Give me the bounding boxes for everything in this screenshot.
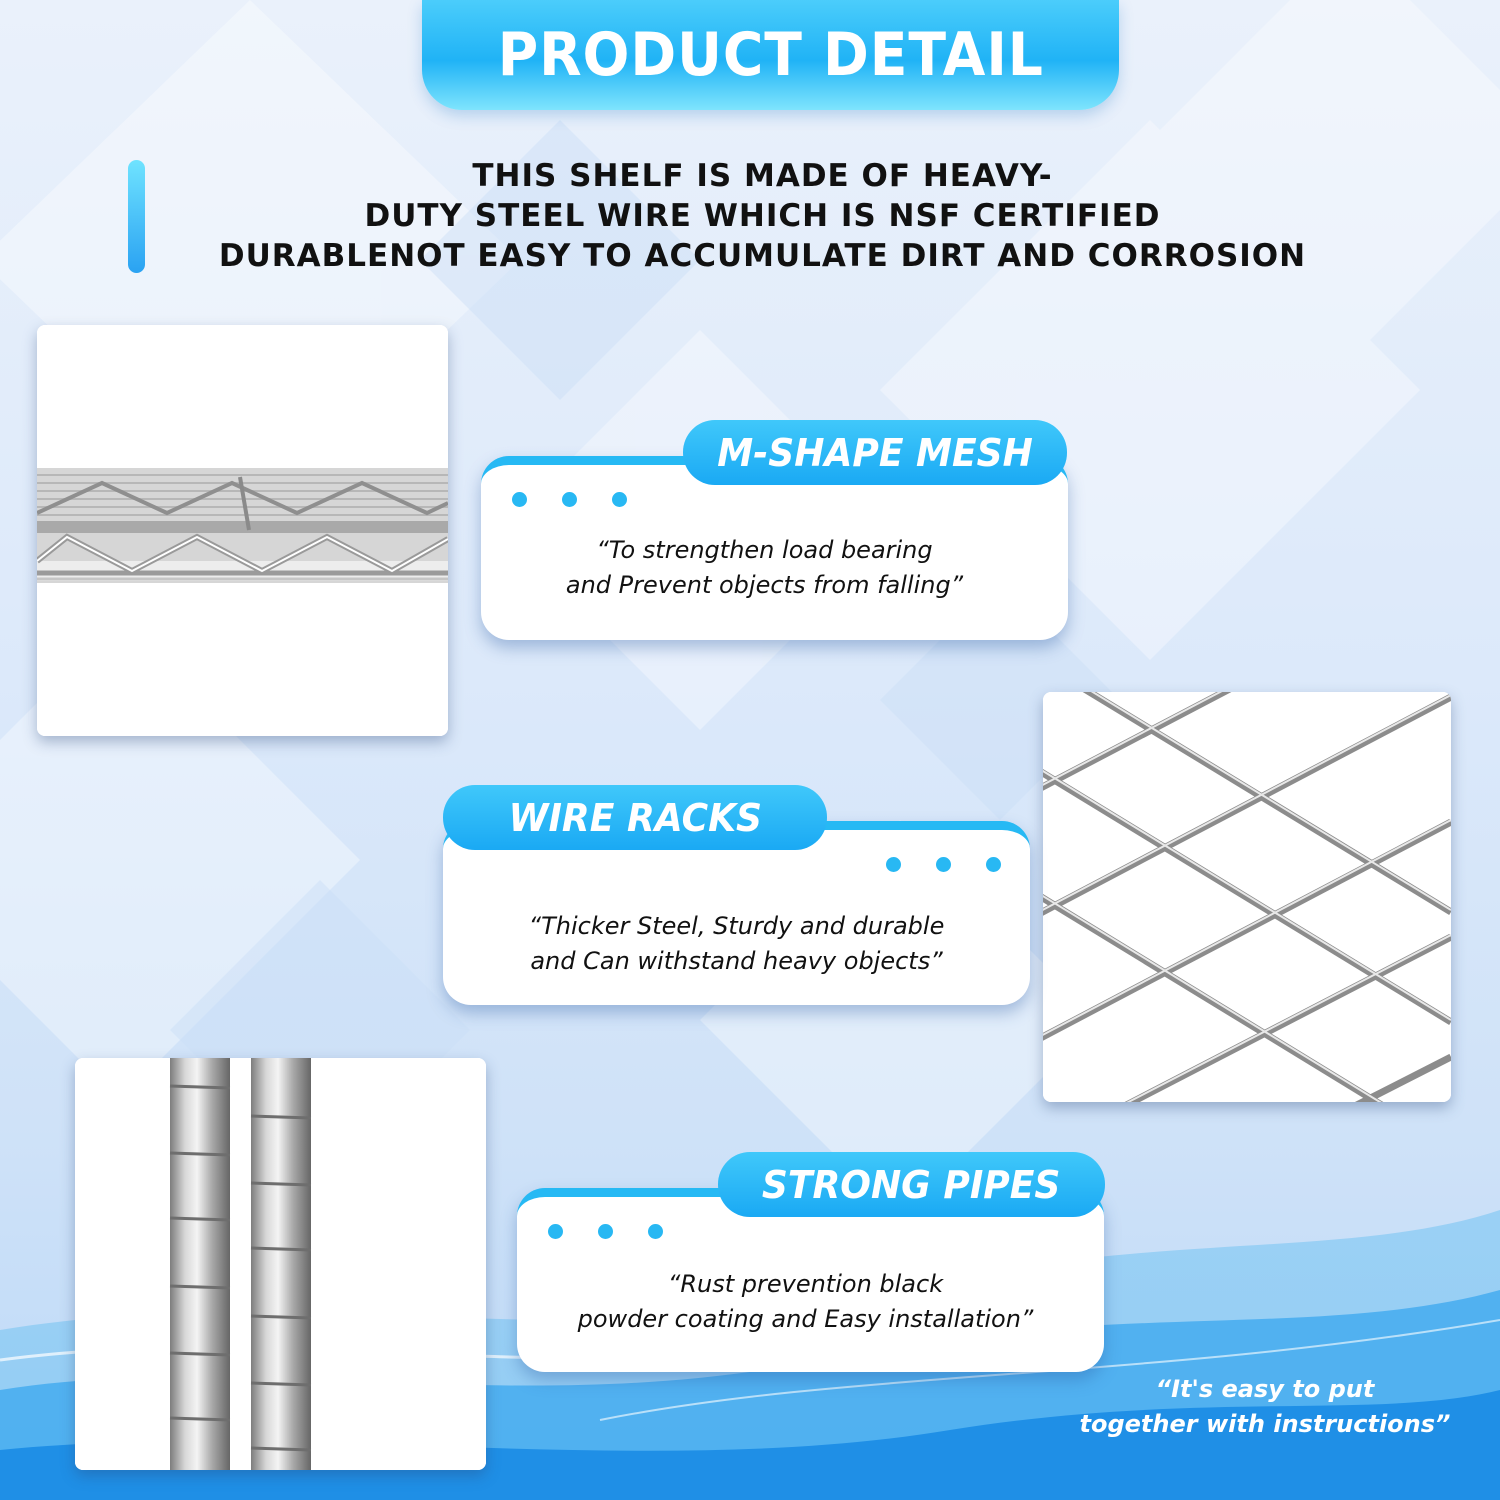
- dot-1: [512, 492, 527, 507]
- quote-line-1: “To strengthen load bearing: [596, 536, 933, 564]
- feature-title: WIRE RACKS: [508, 795, 762, 840]
- dot-2: [562, 492, 577, 507]
- intro-line-3: DURABLENOT EASY TO ACCUMULATE DIRT AND CORROSION: [218, 238, 1307, 274]
- intro-line-1: THIS SHELF IS MADE OF HEAVY-: [472, 158, 1053, 194]
- dot-1: [548, 1224, 563, 1239]
- quote-line-2: powder coating and Easy installation”: [577, 1305, 1034, 1333]
- feature-quote: [443, 909, 1030, 979]
- feature-title: STRONG PIPES: [762, 1162, 1061, 1207]
- dot-3: [648, 1224, 663, 1239]
- feature-title-tab: [683, 420, 1067, 485]
- intro-text: [150, 156, 1375, 276]
- footer-line-1: “It's easy to put: [1155, 1375, 1375, 1403]
- quote-line-2: and Can withstand heavy objects”: [530, 947, 943, 975]
- dot-1: [886, 857, 901, 872]
- quote-line-2: and Prevent objects from falling”: [565, 571, 964, 599]
- footer-line-2: together with instructions”: [1079, 1410, 1451, 1438]
- dot-3: [612, 492, 627, 507]
- page-title-banner: [422, 0, 1119, 110]
- page-title: PRODUCT DETAIL: [497, 20, 1044, 90]
- feature-title-tab: [443, 785, 827, 850]
- footer-note: [1070, 1372, 1460, 1442]
- mesh-photo: [37, 325, 448, 736]
- intro-accent-bar: [128, 160, 145, 273]
- intro-line-2: DUTY STEEL WIRE WHICH IS NSF CERTIFIED: [364, 198, 1161, 234]
- pipes-photo: [75, 1058, 486, 1470]
- wire-rack-photo: [1043, 692, 1451, 1102]
- feature-quote: [512, 1267, 1099, 1337]
- dot-2: [598, 1224, 613, 1239]
- dot-2: [936, 857, 951, 872]
- quote-line-1: “Thicker Steel, Sturdy and durable: [528, 912, 945, 940]
- feature-title: M-SHAPE MESH: [717, 430, 1033, 475]
- quote-line-1: “Rust prevention black: [667, 1270, 944, 1298]
- feature-quote: [471, 533, 1058, 603]
- feature-title-tab: [718, 1152, 1105, 1217]
- dot-3: [986, 857, 1001, 872]
